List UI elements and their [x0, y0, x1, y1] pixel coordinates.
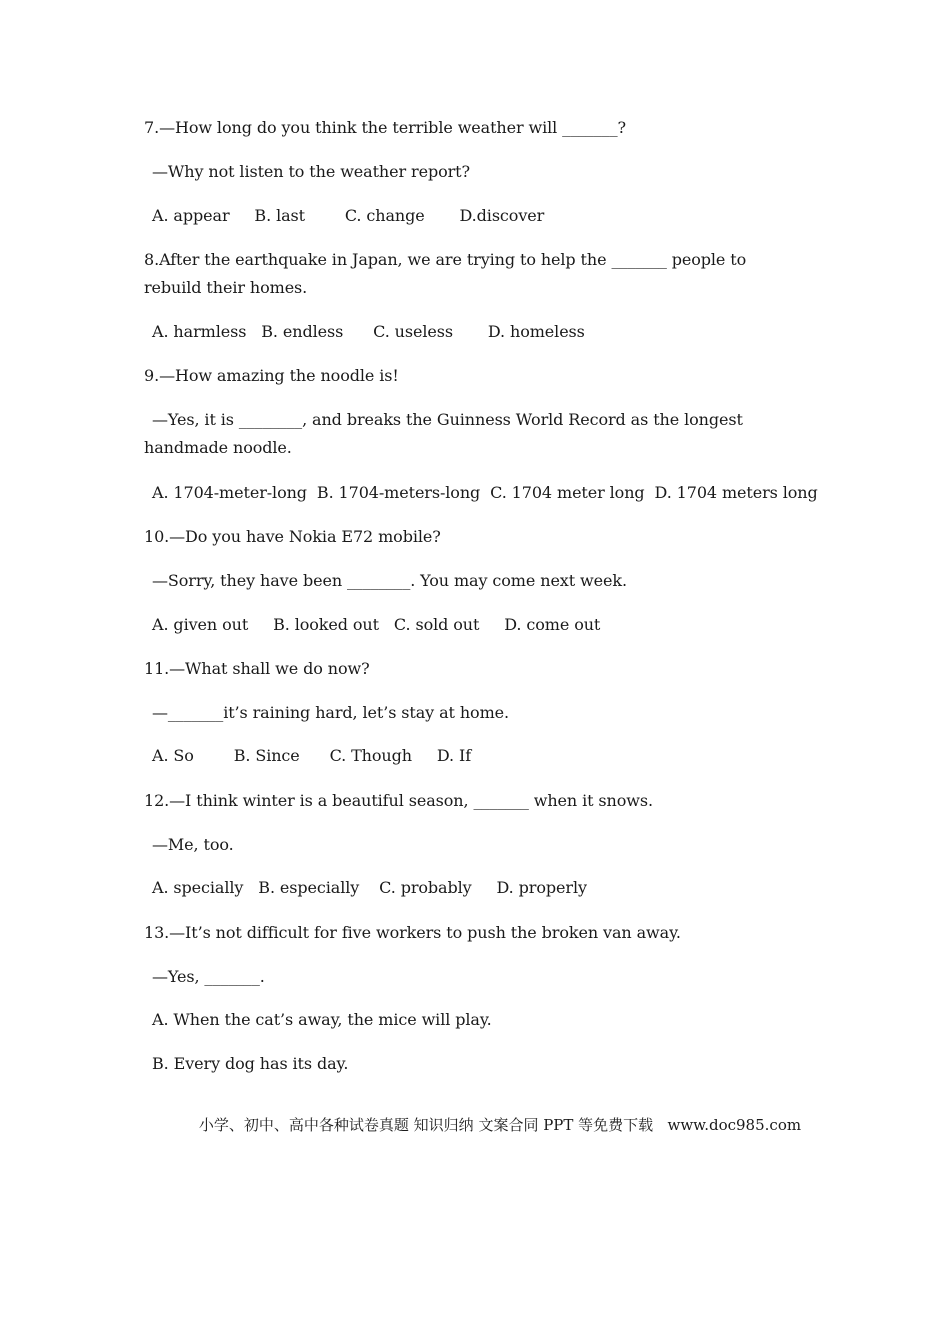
question-9-reply: —Yes, it is ________, and breaks the Guinness World Record as the longest handmade noodle.	[144, 410, 743, 457]
page-footer: 小学、初中、高中各种试卷真题 知识归纳 文案合同 PPT 等免费下载 www.doc985.com	[198, 1116, 802, 1134]
question-11-reply: —_______it’s raining hard, let’s stay at home.	[152, 703, 510, 722]
question-12-stem: 12.—I think winter is a beautiful season, _______ when it snows.	[144, 791, 653, 810]
question-13-stem: 13.—It’s not difficult for five workers to push the broken van away.	[144, 923, 681, 942]
question-7-stem: 7.—How long do you think the terrible weather will _______?	[144, 118, 626, 137]
question-12-options: A. specially B. especially C. probably D. properly	[152, 878, 587, 897]
question-10-stem: 10.—Do you have Nokia E72 mobile?	[144, 527, 441, 546]
question-13-reply: —Yes, _______.	[152, 967, 265, 986]
question-13-option-a: A. When the cat’s away, the mice will play.	[152, 1010, 492, 1029]
question-9-stem: 9.—How amazing the noodle is!	[144, 366, 399, 385]
question-13-option-b: B. Every dog has its day.	[152, 1054, 349, 1073]
question-10-reply: —Sorry, they have been ________. You may come next week.	[152, 571, 627, 590]
question-8-options: A. harmless B. endless C. useless D. homeless	[152, 322, 585, 341]
question-7-reply: —Why not listen to the weather report?	[152, 162, 470, 181]
question-10-options: A. given out B. looked out C. sold out D. come out	[152, 615, 601, 634]
question-8-stem: 8.After the earthquake in Japan, we are trying to help the _______ people to rebuild their homes.	[144, 250, 747, 297]
question-12-reply: —Me, too.	[152, 835, 234, 854]
question-9-options: A. 1704-meter-long B. 1704-meters-long C. 1704 meter long D. 1704 meters long	[152, 483, 818, 502]
question-11-stem: 11.—What shall we do now?	[144, 659, 370, 678]
question-11-options: A. So B. Since C. Though D. If	[152, 746, 472, 765]
question-7-options: A. appear B. last C. change D.discover	[152, 206, 545, 225]
